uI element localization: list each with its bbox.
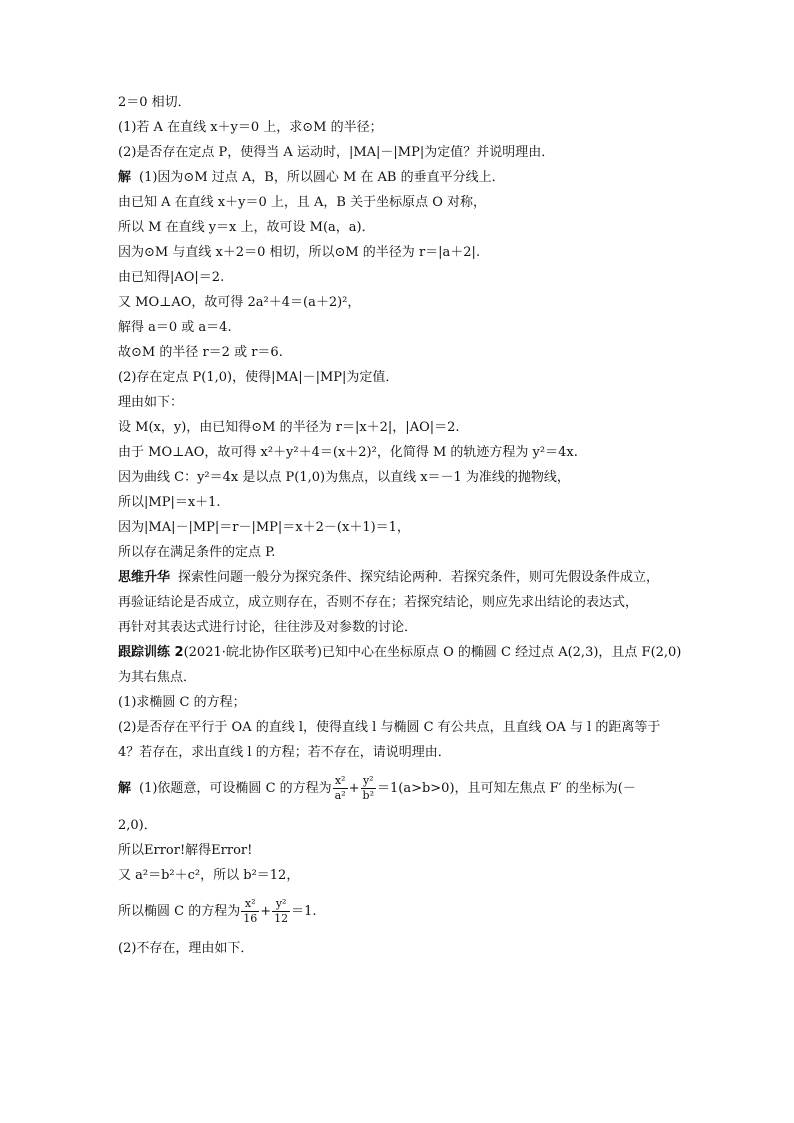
text-line: 因为⊙M 与直线 x＋2＝0 相切，所以⊙M 的半径为 r＝|a＋2|. bbox=[118, 245, 481, 260]
fraction-x2-16 bbox=[241, 897, 259, 926]
question-1: (1)若 A 在直线 x＋y＝0 上，求⊙M 的半径； bbox=[118, 120, 383, 135]
track-solution-text: ＝1(a>b>0)，且可知左焦点 F′ 的坐标为(－ bbox=[376, 781, 636, 796]
track-intro-continued: 为其右焦点． bbox=[118, 670, 197, 685]
track-intro-text: (2021·皖北协作区联考)已知中心在坐标原点 O 的椭圆 C 经过点 A(2,3)，且点 F(2,0) bbox=[183, 645, 682, 660]
question-2: (2)是否存在定点 P，使得当 A 运动时，|MA|－|MP|为定值？并说明理由． bbox=[118, 145, 555, 160]
plus-sign: + bbox=[260, 904, 272, 919]
fraction-y2-12 bbox=[272, 897, 290, 926]
summary-label: 思维升华 bbox=[118, 570, 171, 585]
track-label: 跟踪训练 2 bbox=[118, 645, 184, 660]
document-page bbox=[118, 90, 686, 961]
plus-sign: + bbox=[348, 781, 360, 796]
text-line: (2)存在定点 P(1,0)，使得|MA|－|MP|为定值． bbox=[118, 370, 399, 385]
fraction-denominator: 12 bbox=[274, 912, 289, 925]
track-question-2: (2)是否存在平行于 OA 的直线 l，使得直线 l 与椭圆 C 有公共点，且直线 OA 与 l 的距离等于 bbox=[118, 720, 661, 735]
fraction-x2-a2 bbox=[333, 774, 348, 803]
text-line: 又 MO⊥AO，故可得 2a²＋4＝(a＋2)²， bbox=[118, 295, 361, 310]
text-line: (2)不存在，理由如下． bbox=[118, 941, 254, 956]
track-intro bbox=[118, 640, 686, 665]
text-line: 因为|MA|－|MP|＝r－|MP|＝x＋2－(x＋1)＝1， bbox=[118, 520, 410, 535]
track-question-1: (1)求椭圆 C 的方程； bbox=[118, 695, 246, 710]
fraction-denominator: a² bbox=[334, 789, 346, 802]
text-line: 所以存在满足条件的定点 P. bbox=[118, 545, 276, 560]
text-line: 由已知得|AO|＝2. bbox=[118, 270, 225, 285]
fraction-denominator: b² bbox=[362, 789, 374, 802]
text-line: 所以|MP|＝x＋1. bbox=[118, 495, 221, 510]
fraction-numerator: y² bbox=[272, 897, 290, 912]
fraction-numerator: y² bbox=[361, 774, 376, 789]
fraction-denominator: 16 bbox=[243, 912, 258, 925]
summary-line: 再验证结论是否成立，成立则存在，否则不存在；若探究结论，则应先求出结论的表达式， bbox=[118, 595, 639, 610]
text-line: 由已知 A 在直线 x＋y＝0 上，且 A，B 关于坐标原点 O 对称， bbox=[118, 195, 486, 210]
ellipse-equation-line bbox=[118, 888, 686, 936]
error-line: 所以Error!解得Error! bbox=[118, 843, 253, 858]
track-solution-line bbox=[118, 765, 686, 813]
summary-text: 探索性问题一般分为探究条件、探究结论两种．若探究条件，则可先假设条件成立， bbox=[178, 570, 660, 585]
summary-line: 再针对其表达式进行讨论，往往涉及对参数的讨论． bbox=[118, 620, 418, 635]
text-fragment: 所以椭圆 C 的方程为 bbox=[118, 904, 241, 919]
track-solution-label: 解 bbox=[118, 781, 132, 796]
summary-line bbox=[118, 565, 686, 590]
track-question-2-continued: 4？若存在，求出直线 l 的方程；若不存在，请说明理由． bbox=[118, 745, 451, 760]
text-line: 解得 a＝0 或 a＝4. bbox=[118, 320, 232, 335]
text-line: 2＝0 相切． bbox=[118, 95, 191, 110]
solution-text: (1)因为⊙M 过点 A，B，所以圆心 M 在 AB 的垂直平分线上． bbox=[139, 170, 505, 185]
text-line: 2,0)． bbox=[118, 818, 157, 833]
text-line: 所以 M 在直线 y＝x 上，故可设 M(a，a)． bbox=[118, 220, 375, 235]
text-line: 由于 MO⊥AO，故可得 x²＋y²＋4＝(x＋2)²，化简得 M 的轨迹方程为 y²＝4x. bbox=[118, 445, 578, 460]
text-line: 故⊙M 的半径 r＝2 或 r＝6. bbox=[118, 345, 283, 360]
text-line: 理由如下： bbox=[118, 395, 184, 410]
fraction-numerator: x² bbox=[333, 774, 348, 789]
fraction-numerator: x² bbox=[241, 897, 259, 912]
track-solution-text: (1)依题意，可设椭圆 C 的方程为 bbox=[139, 781, 332, 796]
fraction-y2-b2 bbox=[361, 774, 376, 803]
text-fragment: ＝1. bbox=[291, 904, 317, 919]
text-line: 又 a²＝b²＋c²，所以 b²＝12， bbox=[118, 868, 300, 883]
text-line: 因为曲线 C：y²＝4x 是以点 P(1,0)为焦点，以直线 x＝－1 为准线的抛物线， bbox=[118, 470, 570, 485]
solution-line bbox=[118, 165, 686, 190]
text-line: 设 M(x，y)，由已知得⊙M 的半径为 r＝|x＋2|，|AO|＝2. bbox=[118, 420, 460, 435]
solution-label: 解 bbox=[118, 170, 132, 185]
